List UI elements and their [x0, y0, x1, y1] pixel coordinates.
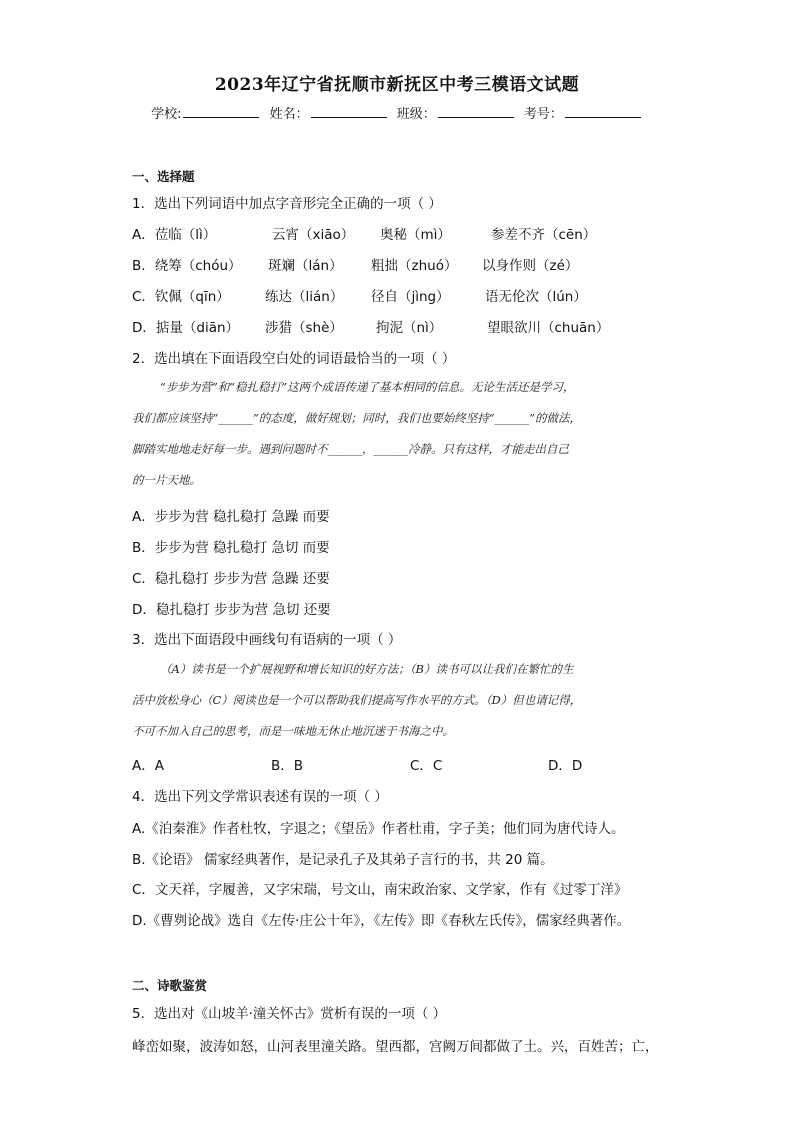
q1-option-d[interactable]: D．掂量（diān） — [132, 320, 240, 336]
q1-option-a-word2: 云宵（xiāo） — [272, 227, 355, 243]
q2-passage-line: 脚踏实地地走好每一步。遇到问题时不______，______冷静。只有这样，才能走出自己 — [132, 442, 569, 456]
q1-stem: 1．选出下列词语中加点字音形完全正确的一项（ ） — [132, 196, 442, 212]
page-title: 2023年辽宁省抚顺市新抚区中考三模语文试题 — [214, 75, 580, 95]
name-blank[interactable] — [311, 105, 387, 118]
q1-option-a-word3: 奥秘（mì） — [380, 227, 451, 243]
class-label: 班级： — [396, 107, 436, 122]
q1-option-b-word3: 粗拙（zhuó） — [371, 258, 458, 274]
student-info-line — [0, 103, 794, 122]
q2-option-a[interactable]: A．步步为营 稳扎稳打 急躁 而要 — [132, 509, 330, 525]
q1-option-c[interactable]: C．钦佩（qīn） — [132, 289, 230, 305]
q1-option-c-word3: 径自（jìng） — [371, 289, 450, 305]
q5-stem: 5．选出对《山坡羊·潼关怀古》赏析有误的一项（ ） — [132, 1006, 447, 1022]
q4-option-c[interactable]: C．文天祥，字履善，又字宋瑞，号文山，南宋政治家、文学家，作有《过零丁洋》 — [132, 882, 628, 898]
q3-passage-line: （A）读书是一个扩展视野和增长知识的好方法；（B）读书可以让我们在繁忙的生 — [160, 662, 574, 676]
q1-option-c-word2: 练达（lián） — [265, 289, 344, 305]
q3-passage-line: 活中放松身心（C）阅读也是一个可以帮助我们提高写作水平的方式。（D）但也请记得， — [132, 693, 582, 707]
q3-passage — [132, 654, 664, 747]
q2-passage-line: “步步为营”和“稳扎稳打”这两个成语传递了基本相同的信息。无论生活还是学习， — [160, 380, 575, 394]
class-blank[interactable] — [438, 105, 514, 118]
q1-option-b[interactable]: B．绕筹（chóu） — [132, 258, 242, 274]
section-heading-choice: 一、选择题 — [132, 169, 195, 184]
q1-option-d-word3: 拘泥（nì） — [376, 320, 443, 336]
q4-option-b[interactable]: B.《论语》 儒家经典著作，是记录孔子及其弟子言行的书，共 20 篇。 — [132, 852, 554, 868]
q1-option-d-word2: 涉猎（shè） — [265, 320, 343, 336]
q3-passage-line: 不可不加入自己的思考，而是一味地无休止地沉迷于书海之中。 — [132, 724, 454, 738]
exam-number-blank[interactable] — [565, 105, 641, 118]
q2-option-c[interactable]: C．稳扎稳打 步步为营 急躁 还要 — [132, 571, 330, 587]
q4-stem: 4．选出下列文学常识表述有误的一项（ ） — [132, 789, 388, 805]
q2-passage — [132, 372, 664, 496]
q2-passage-line: 的一片天地。 — [132, 473, 201, 487]
school-blank[interactable] — [183, 105, 259, 118]
q5-poem-text: 峰峦如聚，波涛如怒，山河表里潼关路。望西都，宫阙万间都做了土。兴，百姓苦；亡， — [132, 1039, 659, 1055]
q2-option-d[interactable]: D．稳扎稳打 步步为营 急切 还要 — [132, 602, 331, 618]
q3-option-d[interactable]: D．D — [548, 758, 583, 774]
q3-stem: 3．选出下面语段中画线句有语病的一项（ ） — [132, 632, 402, 648]
q1-option-a-word4: 参差不齐（cēn） — [491, 227, 597, 243]
q2-passage-line: 我们都应该坚持“______”的态度，做好规划；同时，我们也要始终坚持“______”的做法， — [132, 411, 582, 425]
q1-option-b-word2: 斑斓（lán） — [268, 258, 343, 274]
q3-option-c[interactable]: C．C — [410, 758, 443, 774]
section-heading-poetry: 二、诗歌鉴赏 — [132, 978, 208, 993]
school-label: 学校: — [151, 107, 182, 122]
q1-option-c-word4: 语无伦次（lún） — [485, 289, 587, 305]
q1-option-b-word4: 以身作则（zé） — [482, 258, 579, 274]
q1-option-a[interactable]: A．莅临（lì） — [132, 227, 217, 243]
q3-option-b[interactable]: B．B — [271, 758, 304, 774]
q1-option-d-word4: 望眼欲川（chuān） — [487, 320, 610, 336]
q2-stem: 2．选出填在下面语段空白处的词语最恰当的一项（ ） — [132, 351, 456, 367]
q3-option-a[interactable]: A．A — [132, 758, 164, 774]
exam-number-label: 考号： — [523, 107, 563, 122]
q4-option-a[interactable]: A.《泊秦淮》作者杜牧，字退之；《望岳》作者杜甫，字子美；他们同为唐代诗人。 — [132, 821, 625, 837]
name-label: 姓名： — [269, 107, 309, 122]
q4-option-d[interactable]: D.《曹刿论战》选自《左传·庄公十年》，《左传》即《春秋左氏传》，儒家经典著作。 — [132, 913, 631, 929]
q2-option-b[interactable]: B．步步为营 稳扎稳打 急切 而要 — [132, 540, 330, 556]
